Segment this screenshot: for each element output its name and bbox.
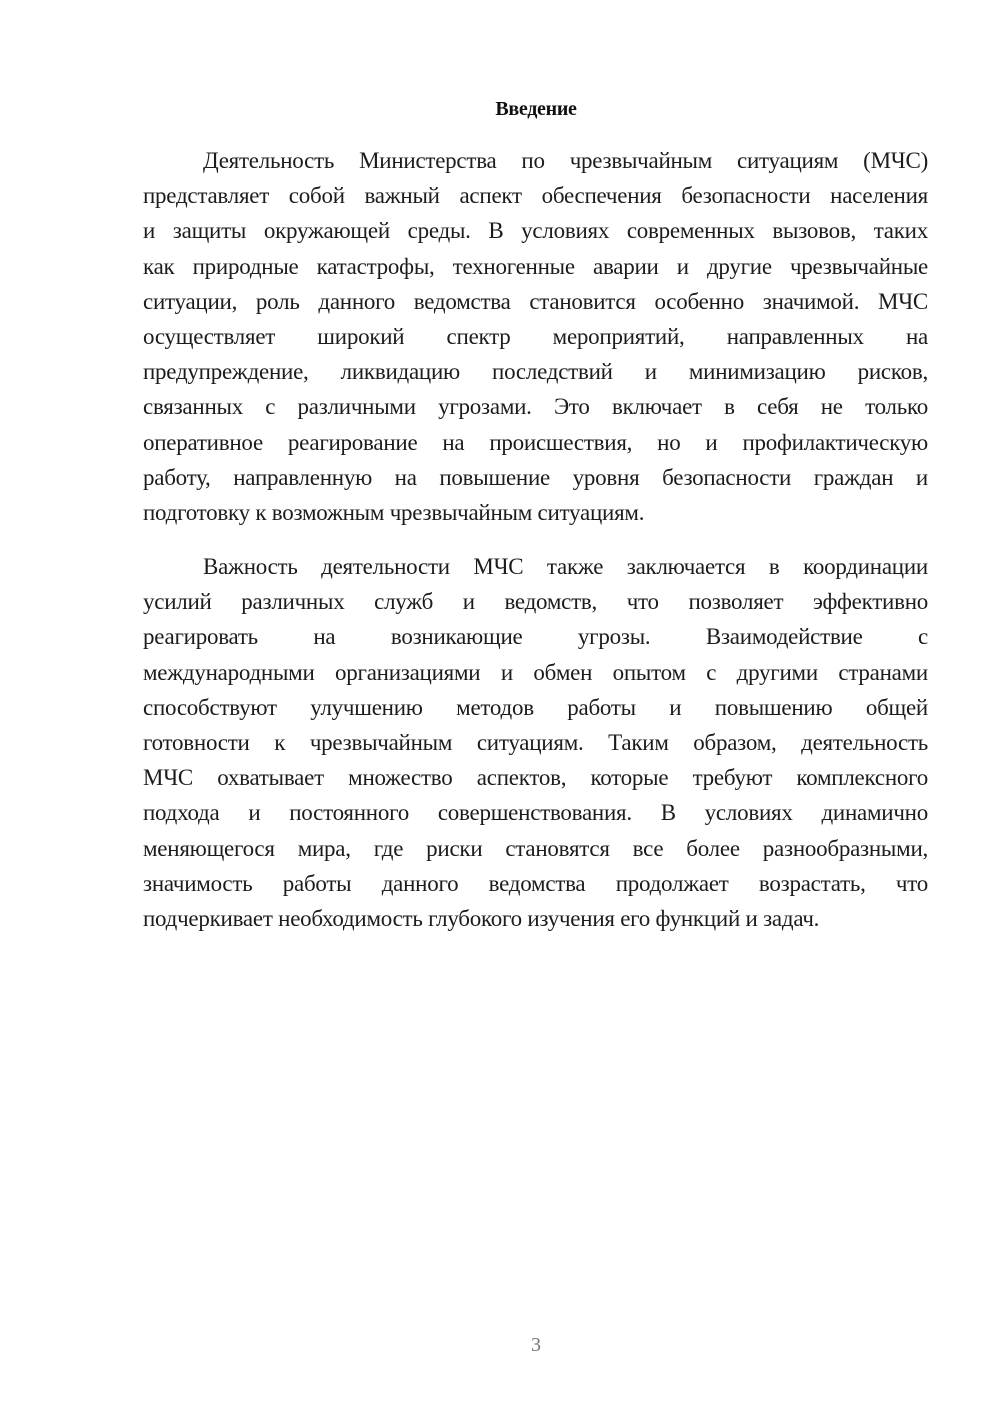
text-line: как природные катастрофы, техногенные аварии и другие чрезвычайные bbox=[143, 253, 928, 279]
text-line: работу, направленную на повышение уровня безопасности граждан и bbox=[143, 464, 928, 490]
text-line: предупреждение, ликвидацию последствий и минимизацию рисков, bbox=[143, 359, 928, 385]
text-line: международными организациями и обмен опытом с другими странами bbox=[143, 659, 928, 685]
text-line: ситуации, роль данного ведомства становится особенно значимой. МЧС bbox=[143, 288, 928, 314]
paragraph-2 bbox=[143, 549, 928, 936]
text-line: МЧС охватывает множество аспектов, которые требуют комплексного bbox=[143, 765, 928, 791]
text-line: Деятельность Министерства по чрезвычайным ситуациям (МЧС) bbox=[203, 148, 928, 173]
text-line: реагировать на возникающие угрозы. Взаимодействие с bbox=[143, 624, 928, 650]
text-line: связанных с различными угрозами. Это включает в себя не только bbox=[143, 394, 928, 420]
text-line: способствуют улучшению методов работы и повышению общей bbox=[143, 694, 928, 720]
paragraph-1 bbox=[143, 143, 928, 530]
text-line: подготовку к возможным чрезвычайным ситуациям. bbox=[143, 499, 645, 525]
text-line: оперативное реагирование на происшествия, но и профилактическую bbox=[143, 429, 928, 455]
text-line: меняющегося мира, где риски становятся все более разнообразными, bbox=[143, 835, 928, 861]
page-number: 3 bbox=[531, 1334, 541, 1356]
section-title: Введение bbox=[495, 98, 577, 120]
text-line: подчеркивает необходимость глубокого изучения его функций и задач. bbox=[143, 905, 820, 931]
text-line: подхода и постоянного совершенствования. В условиях динамично bbox=[143, 800, 928, 826]
text-line: осуществляет широкий спектр мероприятий, направленных на bbox=[143, 323, 928, 349]
text-line: представляет собой важный аспект обеспечения безопасности населения bbox=[143, 183, 928, 209]
text-line: и защиты окружающей среды. В условиях современных вызовов, таких bbox=[143, 218, 928, 244]
text-line: значимость работы данного ведомства продолжает возрастать, что bbox=[143, 870, 928, 896]
text-line: готовности к чрезвычайным ситуациям. Таким образом, деятельность bbox=[143, 729, 928, 755]
text-line: усилий различных служб и ведомств, что позволяет эффективно bbox=[143, 589, 928, 615]
text-line: Важность деятельности МЧС также заключается в координации bbox=[203, 554, 928, 579]
